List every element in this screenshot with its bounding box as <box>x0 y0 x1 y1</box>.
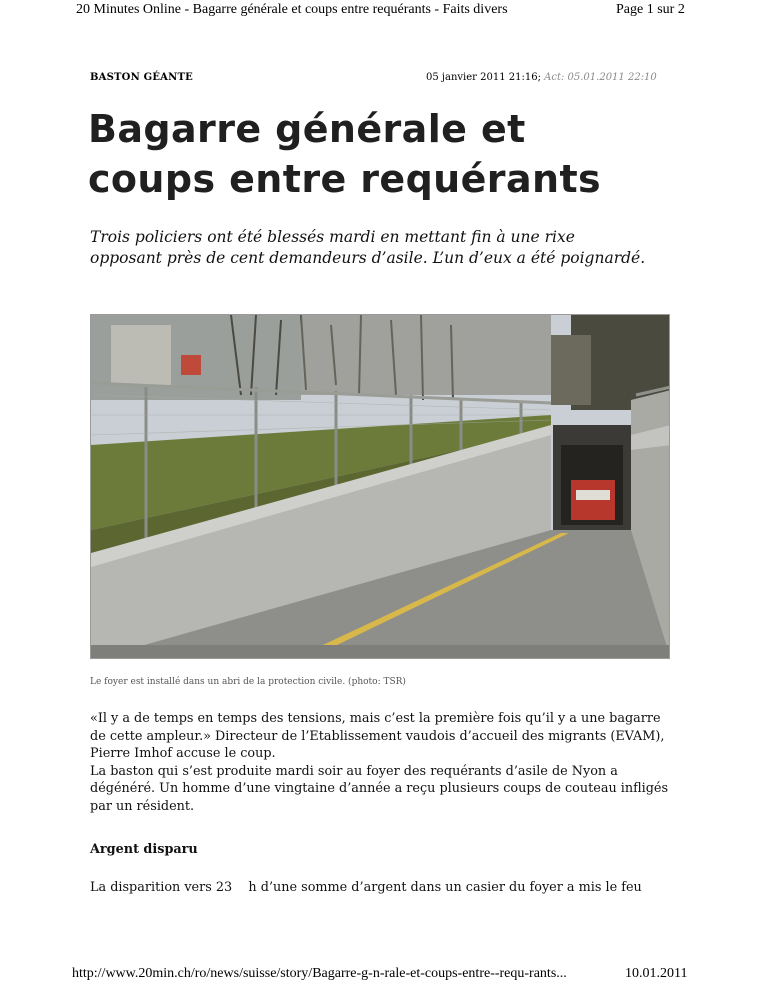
article-lead: Trois policiers ont été blessés mardi en mettant fin à une rixe opposant près de cent demandeurs d’asile. L’un d’eux a été poignardé. <box>90 228 646 267</box>
print-footer <box>0 966 768 986</box>
article-kicker: BASTON GÉANTE <box>90 72 193 83</box>
headline-line-2: coups entre requérants <box>88 157 602 201</box>
headline-line-1: Bagarre générale et <box>88 107 526 151</box>
body-paragraph-2: La baston qui s’est produite mardi soir au foyer des requérants d’asile de Nyon a dégénéré. Un homme d’une vingtaine d’année a reçu plusieurs coups de couteau infligés par un résident. <box>90 763 669 814</box>
publish-date: 05 janvier 2011 21:16; <box>426 72 541 83</box>
body-paragraph-1: «Il y a de temps en temps des tensions, mais c’est la première fois qu’il y a une bagarre de cette ampleur.» Directeur de l’Etablissement vaudois d’accueil des migrants (EVAM), Pierre Imhof accuse le coup. <box>90 711 665 761</box>
article-body <box>90 710 670 815</box>
article-headline <box>88 104 648 204</box>
print-header-page-number: Page 1 sur 2 <box>616 2 685 17</box>
updated-date: Act: 05.01.2011 22:10 <box>544 72 657 83</box>
print-footer-date: 10.01.2011 <box>625 966 688 981</box>
print-header <box>0 2 768 22</box>
article-meta <box>90 72 657 86</box>
article-dates <box>426 72 657 83</box>
section-subheading: Argent disparu <box>90 842 198 857</box>
print-footer-url: http://www.20min.ch/ro/news/suisse/story/Bagarre-g-n-rale-et-coups-entre--requ-rants... <box>72 966 567 981</box>
underground-ramp-illustration <box>91 315 670 659</box>
body-paragraph-3: La disparition vers 23 h d’une somme d’argent dans un casier du foyer a mis le feu <box>90 880 642 895</box>
photo-caption: Le foyer est installé dans un abri de la protection civile. (photo: TSR) <box>90 677 406 687</box>
print-header-title: 20 Minutes Online - Bagarre générale et coups entre requérants - Faits divers <box>76 2 508 17</box>
article-photo <box>90 314 670 659</box>
